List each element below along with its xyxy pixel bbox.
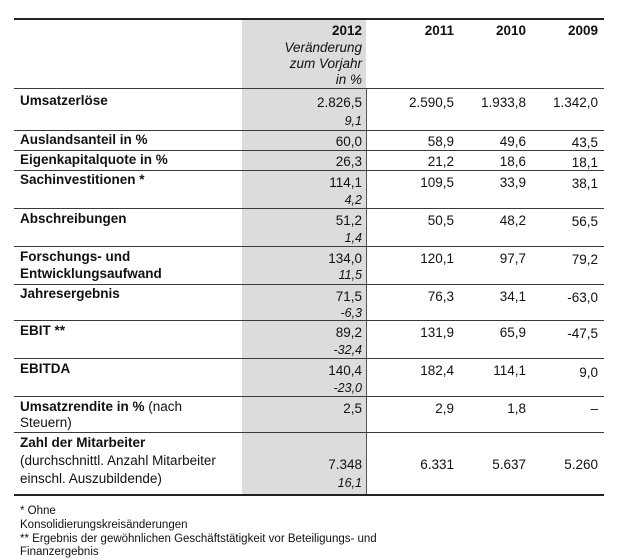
footnote-2: ** Ergebnis der gewöhnlichen Geschäftstätigkeit vor Beteiligungs- und <box>20 533 377 545</box>
value-2009: 1.342,0 <box>552 95 598 110</box>
value-2009: 18,1 <box>571 155 598 170</box>
value-2012: 26,3 <box>335 154 362 169</box>
value-2012: 89,2 <box>335 325 362 340</box>
row-label-note: (nach <box>144 399 183 414</box>
row-rule <box>14 432 604 433</box>
value-2011: 109,5 <box>420 175 454 190</box>
change-2012: -32,4 <box>333 343 362 357</box>
row-label: Eigenkapitalquote in % <box>20 152 168 167</box>
row-label: Abschreibungen <box>20 211 127 226</box>
footnote-2-continued: Finanzergebnis <box>20 546 99 558</box>
header-2012-sub: in % <box>335 72 362 87</box>
change-2012: 9,1 <box>344 114 362 128</box>
row-label: EBITDA <box>20 361 71 376</box>
row-label: Auslandsanteil in % <box>20 132 148 147</box>
value-2009: -63,0 <box>567 290 598 305</box>
value-2010: 33,9 <box>499 175 526 190</box>
value-2012: 7.348 <box>328 457 362 472</box>
value-2011: 6.331 <box>420 457 454 472</box>
header-2009: 2009 <box>567 23 598 38</box>
value-2009: -47,5 <box>567 326 598 341</box>
change-2012: 1,4 <box>344 231 362 245</box>
footnote-1: * Ohne <box>20 505 56 517</box>
value-2011: 50,5 <box>427 213 454 228</box>
value-2010: 48,2 <box>499 213 526 228</box>
change-2012: -23,0 <box>333 381 362 395</box>
value-2012: 2,5 <box>343 401 362 416</box>
row-label-continued: Steuern) <box>20 415 72 430</box>
value-2011: 2,9 <box>435 401 454 416</box>
header-2012-sub: zum Vorjahr <box>289 56 362 71</box>
header-2012-sub: Veränderung <box>284 40 362 55</box>
value-2012: 60,0 <box>335 134 362 149</box>
value-2011: 21,2 <box>427 154 454 169</box>
change-2012: 11,5 <box>338 268 362 282</box>
value-2011: 131,9 <box>420 325 454 340</box>
value-2010: 1.933,8 <box>480 95 526 110</box>
change-2012: 4,2 <box>344 193 362 207</box>
change-2012: -6,3 <box>340 306 362 320</box>
value-2010: 49,6 <box>499 134 526 149</box>
table-bottom-rule <box>14 494 604 496</box>
value-2011: 182,4 <box>420 363 454 378</box>
row-label: Umsatzerlöse <box>20 93 108 108</box>
value-2012: 114,1 <box>329 175 362 190</box>
value-2009: 43,5 <box>571 135 598 150</box>
value-2011: 58,9 <box>427 134 454 149</box>
value-2010: 18,6 <box>499 154 526 169</box>
row-label: Forschungs- und <box>20 249 131 264</box>
header-2011: 2011 <box>424 23 454 38</box>
value-2012: 2.826,5 <box>316 95 362 110</box>
value-2010: 114,1 <box>493 363 526 378</box>
row-label-bold: Umsatzrendite in % <box>20 399 145 414</box>
value-2010: 5.637 <box>492 457 526 472</box>
value-2010: 65,9 <box>499 325 526 340</box>
value-2010: 97,7 <box>499 251 526 266</box>
row-label: EBIT ** <box>20 323 66 338</box>
value-2009: 9,0 <box>579 365 598 380</box>
change-2012: 16,1 <box>337 476 362 490</box>
value-2012: 51,2 <box>335 213 362 228</box>
value-2012: 71,5 <box>335 289 362 304</box>
value-2009: 5.260 <box>564 457 598 472</box>
value-2009: 38,1 <box>571 176 598 191</box>
value-2011: 2.590,5 <box>408 95 454 110</box>
row-label: Entwicklungsaufwand <box>20 266 162 281</box>
value-2012: 140,4 <box>328 363 362 378</box>
value-2010: 1,8 <box>507 401 526 416</box>
value-2011: 76,3 <box>427 289 454 304</box>
header-2010: 2010 <box>495 23 526 38</box>
value-2010: 34,1 <box>499 289 526 304</box>
value-2011: 120,1 <box>420 251 454 266</box>
header-2012: 2012 <box>331 23 362 38</box>
value-2009: – <box>590 401 598 416</box>
value-2012: 134,0 <box>328 251 362 266</box>
row-label: Zahl der Mitarbeiter <box>20 435 146 450</box>
row-label-continued: einschl. Auszubildende) <box>20 471 162 486</box>
value-2009: 79,2 <box>571 252 598 267</box>
table-top-rule <box>14 18 604 20</box>
value-2009: 56,5 <box>571 214 598 229</box>
row-label: Jahresergebnis <box>20 286 120 301</box>
row-label: Sachinvestitionen * <box>20 172 145 187</box>
footnote-1-continued: Konsolidierungskreisänderungen <box>20 519 188 531</box>
row-label-continued: (durchschnittl. Anzahl Mitarbeiter <box>20 453 216 468</box>
